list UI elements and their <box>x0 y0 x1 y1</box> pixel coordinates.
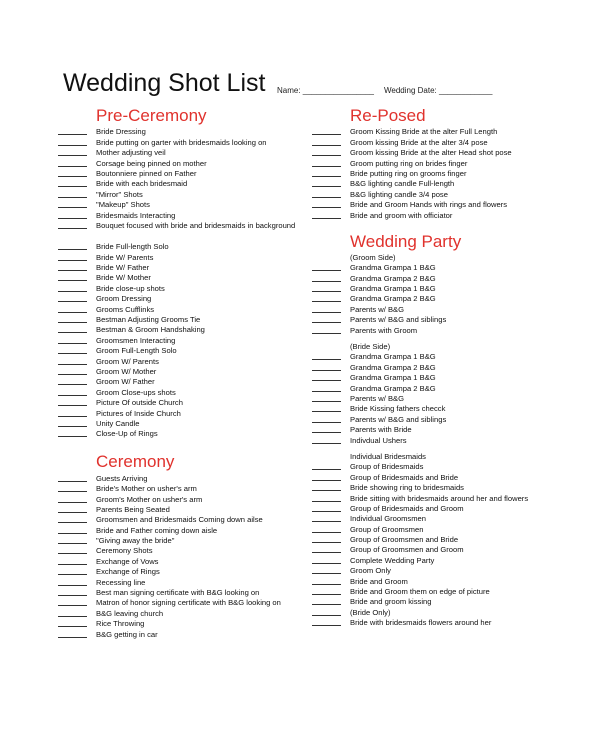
checklist-item-label: Close-Up of Rings <box>96 429 158 439</box>
checkbox-blank-line[interactable] <box>58 317 87 323</box>
checkbox-blank-line[interactable] <box>58 611 87 617</box>
indent-spacer <box>58 235 87 240</box>
checkbox-blank-line[interactable] <box>312 140 341 146</box>
checklist-item <box>58 514 313 524</box>
checkbox-blank-line[interactable] <box>58 338 87 344</box>
left-column <box>58 106 313 639</box>
checklist-item <box>312 596 582 606</box>
checklist-item <box>312 262 582 272</box>
checkbox-blank-line[interactable] <box>58 255 87 261</box>
checklist-item <box>312 482 582 492</box>
checklist-item-label: Groom Full-Length Solo <box>96 346 177 356</box>
checkbox-blank-line[interactable] <box>312 506 341 512</box>
checklist-item-label: Bride and Groom <box>350 576 408 586</box>
checkbox-blank-line[interactable] <box>312 558 341 564</box>
checklist-item-label: Bridesmaids Interacting <box>96 210 176 220</box>
checklist-item <box>58 272 313 282</box>
checkbox-blank-line[interactable] <box>58 181 87 187</box>
checklist-item <box>312 434 582 444</box>
checklist-item-label: Group of Bridesmaids and Bride <box>350 472 459 482</box>
checklist-item <box>312 272 582 282</box>
checkbox-blank-line[interactable] <box>58 379 87 385</box>
checkbox-blank-line[interactable] <box>312 150 341 156</box>
checklist-item-label: (Groom Side) <box>350 252 396 262</box>
checklist-item <box>58 209 313 219</box>
checklist-item <box>58 397 313 407</box>
checklist-item <box>312 178 582 188</box>
checkbox-blank-line[interactable] <box>312 181 341 187</box>
checkbox-blank-line[interactable] <box>312 537 341 543</box>
checklist-item <box>58 472 313 482</box>
checklist-item-label: "Giving away the bride" <box>96 536 175 546</box>
checklist-item <box>58 545 313 555</box>
checkbox-blank-line[interactable] <box>312 307 341 313</box>
checklist-item <box>58 178 313 188</box>
checklist-item <box>58 303 313 313</box>
checklist-item <box>312 403 582 413</box>
checkbox-blank-line[interactable] <box>312 296 341 302</box>
checkbox-blank-line[interactable] <box>312 406 341 412</box>
checkbox-blank-line[interactable] <box>58 497 87 503</box>
checkbox-blank-line[interactable] <box>58 431 87 437</box>
checklist-item-label: Groom Close-ups shots <box>96 387 176 397</box>
checklist-item-label: Complete Wedding Party <box>350 555 435 565</box>
indent-spacer <box>312 256 341 261</box>
checklist-item <box>312 341 582 351</box>
checkbox-blank-line[interactable] <box>58 538 87 544</box>
checklist-item-label: Matron of honor signing certificate with B&G looking on <box>96 598 281 608</box>
checklist-item-label: Groom W/ Mother <box>96 366 157 376</box>
checklist-item-label: Grandma Grampa 1 B&G <box>350 373 436 383</box>
checklist-item-label: Bride with each bridesmaid <box>96 179 188 189</box>
checklist-item-label: Grandma Grampa 2 B&G <box>350 294 436 304</box>
checklist-item-label: Exchange of Vows <box>96 556 159 566</box>
checklist-item-label: Bride Dressing <box>96 127 146 137</box>
checkbox-blank-line[interactable] <box>312 417 341 423</box>
wedding-date-field: Wedding Date: ____________ <box>384 86 493 95</box>
checkbox-blank-line[interactable] <box>58 517 87 523</box>
section-heading-wedding-party: Wedding Party <box>350 231 462 251</box>
checkbox-blank-line[interactable] <box>58 265 87 271</box>
checkbox-blank-line[interactable] <box>312 547 341 553</box>
checklist-item <box>312 586 582 596</box>
checklist-item-label: Best man signing certificate with B&G looking on <box>96 588 260 598</box>
checklist-item-label: Bouquet focused with bride and bridesmaids in background <box>96 220 296 230</box>
checklist-item-label: Bride showing ring to bridesmaids <box>350 483 464 493</box>
checklist-item-label: Unity Candle <box>96 418 140 428</box>
checklist-item <box>58 147 313 157</box>
checklist-item <box>58 230 313 241</box>
checklist-item-label: Picture Of outside Church <box>96 398 183 408</box>
checklist-item-label: Individual Bridesmaids <box>350 451 426 461</box>
checklist-item <box>58 386 313 396</box>
checklist-item <box>312 199 582 209</box>
checklist-item <box>312 136 582 146</box>
checklist-item-label: Bride Kissing fathers checck <box>350 404 446 414</box>
checklist-item-label: Parents w/ B&G and siblings <box>350 315 447 325</box>
wedding-party-list <box>312 252 582 628</box>
checkbox-blank-line[interactable] <box>312 516 341 522</box>
checklist-item-label: Group of Bridesmaids and Groom <box>350 503 464 513</box>
checkbox-blank-line[interactable] <box>312 286 341 292</box>
checklist-item-label: Groom kissing Bride at the alter Head shot pose <box>350 148 512 158</box>
checklist-item-label: Bride and Father coming down aisle <box>96 525 218 535</box>
checklist-item-label: Bride putting on garter with bridesmaids looking on <box>96 137 267 147</box>
checklist-item <box>58 504 313 514</box>
checklist-item <box>312 503 582 513</box>
checklist-item <box>58 251 313 261</box>
checkbox-blank-line[interactable] <box>58 390 87 396</box>
checklist-item-label: Group of Groomsmen and Bride <box>350 535 459 545</box>
checkbox-blank-line[interactable] <box>58 559 87 565</box>
checklist-item <box>312 606 582 616</box>
checklist-item <box>58 314 313 324</box>
checkbox-blank-line[interactable] <box>312 129 341 135</box>
checkbox-blank-line[interactable] <box>58 244 87 250</box>
checkbox-blank-line[interactable] <box>312 527 341 533</box>
checklist-item-label: Grooms Cufflinks <box>96 304 155 314</box>
checklist-item <box>312 534 582 544</box>
checklist-item-label: (Bride Side) <box>350 342 391 352</box>
checkbox-blank-line[interactable] <box>58 411 87 417</box>
checkbox-blank-line[interactable] <box>58 590 87 596</box>
checklist-item <box>58 345 313 355</box>
checkbox-blank-line[interactable] <box>58 359 87 365</box>
checkbox-blank-line[interactable] <box>312 610 341 616</box>
checkbox-blank-line[interactable] <box>58 569 87 575</box>
checkbox-blank-line[interactable] <box>312 579 341 585</box>
checklist-item <box>312 575 582 585</box>
checklist-item-label: Rice Throwing <box>96 619 145 629</box>
checklist-item <box>58 157 313 167</box>
checklist-item <box>58 355 313 365</box>
checklist-item <box>58 376 313 386</box>
checklist-item <box>312 451 582 461</box>
checkbox-blank-line[interactable] <box>312 202 341 208</box>
checklist-item-label: (Bride Only) <box>350 607 391 617</box>
checklist-item <box>58 576 313 586</box>
checklist-item-label: Group of Groomsmen <box>350 524 424 534</box>
checklist-item-label: Grandma Grampa 2 B&G <box>350 273 436 283</box>
checkbox-blank-line[interactable] <box>58 632 87 638</box>
checklist-item-label: "Makeup" Shots <box>96 200 150 210</box>
checklist-item-label: Groom Dressing <box>96 294 152 304</box>
checklist-item <box>312 283 582 293</box>
checkbox-blank-line[interactable] <box>312 568 341 574</box>
checklist-item <box>312 361 582 371</box>
checkbox-blank-line[interactable] <box>58 129 87 135</box>
checklist-item-label: Groom putting ring on brides finger <box>350 158 468 168</box>
checkbox-blank-line[interactable] <box>312 328 341 334</box>
checkbox-blank-line[interactable] <box>58 580 87 586</box>
checklist-item <box>312 424 582 434</box>
checklist-item <box>58 220 313 230</box>
indent-spacer <box>312 455 341 460</box>
checklist-item-label: Pictures of Inside Church <box>96 408 181 418</box>
checklist-item <box>58 535 313 545</box>
checklist-item <box>312 126 582 136</box>
checklist-item-label: Bride sitting with bridesmaids around her and flowers <box>350 493 529 503</box>
checklist-item-label: Indivdual Ushers <box>350 435 407 445</box>
checklist-item-label: Individual Groomsmen <box>350 514 426 524</box>
ceremony-list <box>58 472 313 638</box>
checklist-item-label: Groom W/ Parents <box>96 356 159 366</box>
checkbox-blank-line[interactable] <box>58 507 87 513</box>
checklist-item-label: Parents with Groom <box>350 325 418 335</box>
checklist-item <box>312 303 582 313</box>
checkbox-blank-line[interactable] <box>312 599 341 605</box>
checkbox-blank-line[interactable] <box>58 171 87 177</box>
checklist-item <box>312 351 582 361</box>
checklist-item-label: Exchange of Rings <box>96 567 160 577</box>
checklist-item-label: Bride and Groom Hands with rings and flowers <box>350 200 508 210</box>
name-field: Name: ________________ <box>277 86 374 95</box>
checklist-item <box>312 565 582 575</box>
checkbox-blank-line[interactable] <box>312 213 341 219</box>
checklist-item-label: Bride and groom with officiator <box>350 210 453 220</box>
checklist-item <box>312 544 582 554</box>
checklist-item-label: B&G lighting candle Full-length <box>350 179 455 189</box>
checkbox-blank-line[interactable] <box>312 438 341 444</box>
checklist-item <box>58 293 313 303</box>
checklist-item <box>312 188 582 198</box>
checkbox-blank-line[interactable] <box>312 386 341 392</box>
checkbox-blank-line[interactable] <box>312 464 341 470</box>
checklist-item <box>312 293 582 303</box>
checklist-item <box>58 199 313 209</box>
checklist-item-label: Bride with bridesmaids flowers around her <box>350 618 492 628</box>
checkbox-blank-line[interactable] <box>58 192 87 198</box>
section-heading-ceremony: Ceremony <box>96 452 175 472</box>
checklist-item-label: Parents w/ B&G <box>350 304 405 314</box>
checklist-item-label: Grandma Grampa 2 B&G <box>350 383 436 393</box>
checklist-item <box>312 413 582 423</box>
checklist-item <box>312 382 582 392</box>
checklist-item-label: Bride close-up shots <box>96 283 165 293</box>
checkbox-blank-line[interactable] <box>58 275 87 281</box>
checklist-item <box>58 566 313 576</box>
checklist-item <box>312 523 582 533</box>
checkbox-blank-line[interactable] <box>58 600 87 606</box>
section-heading-re-posed: Re-Posed <box>350 106 426 125</box>
checklist-item <box>58 262 313 272</box>
checklist-item <box>58 188 313 198</box>
checklist-item-label: Bride's Mother on usher's arm <box>96 484 197 494</box>
checklist-item-label: Bestman Adjusting Grooms Tie <box>96 315 201 325</box>
re-posed-list <box>312 126 582 220</box>
spacer <box>312 220 582 232</box>
checkbox-blank-line[interactable] <box>58 140 87 146</box>
checklist-item-label: Parents with Bride <box>350 425 412 435</box>
checklist-item <box>312 513 582 523</box>
checklist-item-label: Parents w/ B&G and siblings <box>350 414 447 424</box>
checklist-item <box>58 126 313 136</box>
checklist-item-label: B&G lighting candle 3/4 pose <box>350 189 448 199</box>
checkbox-blank-line[interactable] <box>312 396 341 402</box>
checkbox-blank-line[interactable] <box>58 202 87 208</box>
checklist-item-label: Groom Kissing Bride at the alter Full Length <box>350 127 498 137</box>
checkbox-blank-line[interactable] <box>58 213 87 219</box>
checklist-item-label: B&G getting in car <box>96 629 158 639</box>
checklist-item <box>58 168 313 178</box>
checklist-item-label: "Mirror" Shots <box>96 189 143 199</box>
checklist-item <box>58 607 313 617</box>
checklist-item <box>58 324 313 334</box>
checkbox-blank-line[interactable] <box>58 548 87 554</box>
checklist-item-label: Bestman & Groom Handshaking <box>96 325 205 335</box>
checkbox-blank-line[interactable] <box>58 528 87 534</box>
right-column <box>312 106 582 627</box>
checkbox-blank-line[interactable] <box>58 296 87 302</box>
checkbox-blank-line[interactable] <box>58 369 87 375</box>
checklist-item <box>58 555 313 565</box>
checkbox-blank-line[interactable] <box>58 348 87 354</box>
checkbox-blank-line[interactable] <box>58 486 87 492</box>
checklist-item-label: Groom Only <box>350 566 391 576</box>
checklist-item-label: Groom kissing Bride at the alter 3/4 pose <box>350 137 488 147</box>
checkbox-blank-line[interactable] <box>312 496 341 502</box>
checkbox-blank-line[interactable] <box>58 307 87 313</box>
checklist-item <box>312 252 582 262</box>
checklist-item-label: Bride W/ Parents <box>96 252 154 262</box>
checkbox-blank-line[interactable] <box>58 476 87 482</box>
checklist-item <box>58 241 313 251</box>
checklist-item-label: Groomsmen and Bridesmaids Coming down ailse <box>96 515 263 525</box>
checkbox-blank-line[interactable] <box>312 475 341 481</box>
checklist-item-label: Groomsmen Interacting <box>96 335 176 345</box>
checkbox-blank-line[interactable] <box>312 317 341 323</box>
page-title: Wedding Shot List <box>63 69 266 97</box>
checkbox-blank-line[interactable] <box>312 171 341 177</box>
checkbox-blank-line[interactable] <box>312 485 341 491</box>
checklist-item <box>58 407 313 417</box>
checklist-item <box>312 554 582 564</box>
checklist-item <box>312 492 582 502</box>
checklist-item <box>312 461 582 471</box>
checklist-item-label: Bride and groom kissing <box>350 597 432 607</box>
checklist-item-label: Corsage being pinned on mother <box>96 158 207 168</box>
checkbox-blank-line[interactable] <box>312 265 341 271</box>
checklist-item <box>312 314 582 324</box>
section-heading-pre-ceremony: Pre-Ceremony <box>96 106 207 125</box>
checkbox-blank-line[interactable] <box>312 276 341 282</box>
checklist-item-label: Parents w/ B&G <box>350 393 405 403</box>
checkbox-blank-line[interactable] <box>312 427 341 433</box>
checklist-item <box>312 209 582 219</box>
checklist-item-label: Boutonniere pinned on Father <box>96 168 197 178</box>
checklist-item <box>312 168 582 178</box>
checklist-item <box>312 393 582 403</box>
checklist-item <box>312 324 582 334</box>
checklist-item-label: Ceremony Shots <box>96 546 153 556</box>
checklist-item <box>58 282 313 292</box>
checklist-item <box>58 418 313 428</box>
checklist-item <box>58 524 313 534</box>
checklist-item <box>58 597 313 607</box>
checkbox-blank-line[interactable] <box>312 365 341 371</box>
checklist-item-label: Bride and Groom them on edge of picture <box>350 587 490 597</box>
checkbox-blank-line[interactable] <box>312 354 341 360</box>
checklist-item <box>58 366 313 376</box>
checklist-item <box>58 136 313 146</box>
checklist-item-label: Bride W/ Father <box>96 263 150 273</box>
checklist-item-label: Grandma Grampa 1 B&G <box>350 284 436 294</box>
checklist-item-label: Grandma Grampa 2 B&G <box>350 362 436 372</box>
checklist-item <box>58 428 313 438</box>
checklist-item-label: Recessing line <box>96 577 146 587</box>
checklist-item <box>58 493 313 503</box>
checkbox-blank-line[interactable] <box>312 161 341 167</box>
checkbox-blank-line[interactable] <box>58 327 87 333</box>
checklist-item <box>312 147 582 157</box>
checkbox-blank-line[interactable] <box>312 589 341 595</box>
checklist-item-label: Guests Arriving <box>96 473 148 483</box>
checklist-item-label: B&G leaving church <box>96 608 164 618</box>
checkbox-blank-line[interactable] <box>312 375 341 381</box>
spacer <box>58 438 313 452</box>
checklist-item-label: Bride W/ Mother <box>96 273 151 283</box>
pre-ceremony-list <box>58 126 313 438</box>
checkbox-blank-line[interactable] <box>58 621 87 627</box>
checklist-item <box>58 618 313 628</box>
indent-spacer <box>312 345 341 350</box>
checklist-item <box>312 157 582 167</box>
checklist-item <box>312 471 582 481</box>
checklist-item <box>312 617 582 627</box>
checklist-item-label: Group of Bridesmaids <box>350 462 424 472</box>
checklist-item <box>58 587 313 597</box>
checklist-item-label: Parents Being Seated <box>96 504 170 514</box>
checklist-item-label: Group of Groomsmen and Groom <box>350 545 464 555</box>
checkbox-blank-line[interactable] <box>312 620 341 626</box>
checklist-item-label: Grandma Grampa 1 B&G <box>350 263 436 273</box>
checkbox-blank-line[interactable] <box>58 150 87 156</box>
checkbox-blank-line[interactable] <box>58 223 87 229</box>
checklist-item <box>312 372 582 382</box>
checklist-item-label: Groom W/ Father <box>96 377 155 387</box>
checklist-item <box>58 334 313 344</box>
checkbox-blank-line[interactable] <box>58 161 87 167</box>
checklist-item-label: Groom's Mother on usher's arm <box>96 494 203 504</box>
checklist-item-label: Bride Full-length Solo <box>96 242 169 252</box>
checklist-item-label: Grandma Grampa 1 B&G <box>350 352 436 362</box>
checkbox-blank-line[interactable] <box>58 421 87 427</box>
checkbox-blank-line[interactable] <box>58 400 87 406</box>
checklist-item <box>58 483 313 493</box>
checklist-item-label: Mother adjusting veil <box>96 148 166 158</box>
checklist-item <box>58 628 313 638</box>
checkbox-blank-line[interactable] <box>58 286 87 292</box>
checkbox-blank-line[interactable] <box>312 192 341 198</box>
checklist-item-label: Bride putting ring on grooms finger <box>350 168 467 178</box>
